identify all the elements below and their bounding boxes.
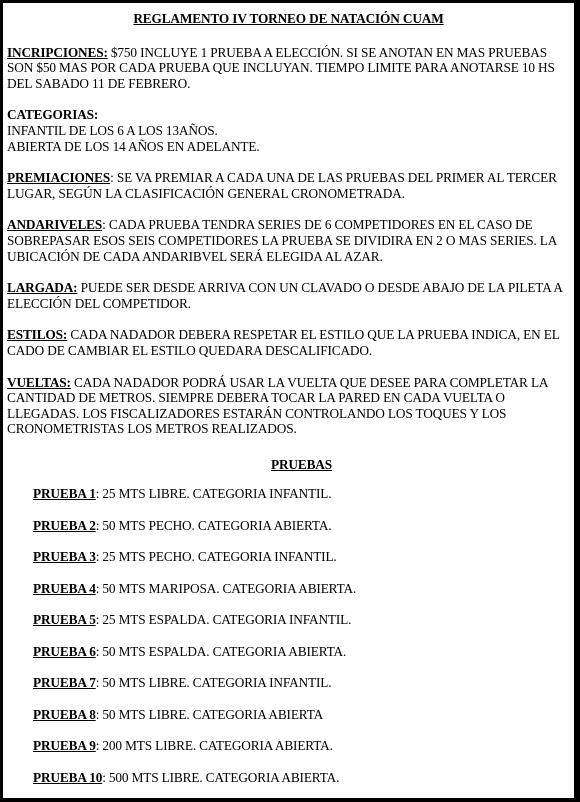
document-page — [3, 3, 574, 798]
categoria-line: INFANTIL DE LOS 6 A LOS 13AÑOS. — [7, 122, 218, 138]
prueba-text: : 25 MTS PECHO. CATEGORIA INFANTIL. — [95, 549, 337, 565]
prueba-item — [7, 612, 570, 628]
prueba-item — [7, 549, 570, 565]
prueba-text: : 500 MTS LIBRE. CATEGORIA ABIERTA. — [102, 769, 340, 785]
prueba-item — [7, 581, 570, 597]
prueba-label: PRUEBA 4 — [33, 580, 96, 596]
section-largada — [7, 280, 570, 311]
prueba-text: : 50 MTS ESPALDA. CATEGORIA ABIERTA. — [95, 643, 347, 659]
pruebas-heading: PRUEBAS — [270, 456, 332, 472]
prueba-item — [7, 486, 570, 502]
section-text: PUEDE SER DESDE ARRIVA CON UN CLAVADO O DESDE ABAJO DE LA PILETA A ELECCIÓN DEL COMPETIDOR. — [7, 280, 563, 311]
prueba-text: : 50 MTS LIBRE. CATEGORIA INFANTIL. — [95, 675, 332, 691]
prueba-text: : 25 MTS ESPALDA. CATEGORIA INFANTIL. — [95, 612, 352, 628]
section-text: CADA NADADOR DEBERA RESPETAR EL ESTILO QUE LA PRUEBA INDICA, EN EL CADO DE CAMBIAR EL ESTILO QUEDARA DESCALIFICADO. — [7, 327, 560, 358]
prueba-label: PRUEBA 8 — [33, 706, 96, 722]
categoria-line: ABIERTA DE LOS 14 AÑOS EN ADELANTE. — [7, 138, 260, 154]
prueba-item — [7, 770, 570, 786]
section-estilos — [7, 327, 570, 358]
section-inscripciones — [7, 45, 570, 92]
section-text: : CADA PRUEBA TENDRA SERIES DE 6 COMPETIDORES EN EL CASO DE SOBREPASAR ESOS SEIS COMPETIDORES LA PRUEBA SE DIVIDIRA EN 2 O MAS SERIES. LA UBICACIÓN DE CADA ANDARIBVEL SERÁ ELEGIDA AL AZAR. — [7, 217, 557, 264]
prueba-text: : 50 MTS MARIPOSA. CATEGORIA ABIERTA. — [95, 580, 357, 596]
section-label: INCRIPCIONES: — [7, 44, 108, 60]
prueba-item — [7, 707, 570, 723]
section-text: CADA NADADOR PODRÁ USAR LA VUELTA QUE DESEE PARA COMPLETAR LA CANTIDAD DE METROS. SIEMPRE DEBERA TOCAR LA PARED EN CADA VUELTA O LLEGADAS. LOS FISCALIZADORES ESTARÁN CONTROLANDO LOS TOQUES Y LOS CRONOMETRISTAS LOS METROS REALIZADOS. — [7, 374, 548, 437]
prueba-label: PRUEBA 2 — [33, 517, 96, 533]
section-text: $750 INCLUYE 1 PRUEBA A ELECCIÓN. SI SE ANOTAN EN MAS PRUEBAS SON $50 MAS POR CADA PRUEBA QUE INCLUYAN. TIEMPO LIMITE PARA ANOTARSE 10 HS DEL SABADO 11 DE FEBRERO. — [7, 44, 555, 91]
prueba-text: : 50 MTS LIBRE. CATEGORIA ABIERTA — [95, 706, 324, 722]
prueba-label: PRUEBA 3 — [33, 549, 96, 565]
prueba-item — [7, 644, 570, 660]
section-andariveles — [7, 217, 570, 264]
prueba-item — [7, 738, 570, 754]
prueba-label: PRUEBA 5 — [33, 612, 96, 628]
section-label: ESTILOS: — [7, 327, 68, 343]
prueba-label: PRUEBA 10 — [33, 769, 103, 785]
prueba-label: PRUEBA 7 — [33, 675, 96, 691]
prueba-label: PRUEBA 6 — [33, 643, 96, 659]
prueba-text: : 50 MTS PECHO. CATEGORIA ABIERTA. — [95, 517, 332, 533]
prueba-text: : 25 MTS LIBRE. CATEGORIA INFANTIL. — [95, 486, 332, 502]
section-premiaciones — [7, 170, 570, 201]
section-label: PREMIACIONES — [7, 170, 111, 186]
section-label: ANDARIVELES — [7, 217, 103, 233]
section-label: CATEGORIAS: — [7, 107, 99, 123]
section-text: : SE VA PREMIAR A CADA UNA DE LAS PRUEBAS DEL PRIMER AL TERCER LUGAR, SEGÚN LA CLASIFICACIÓN GENERAL CRONOMETRADA. — [7, 170, 557, 201]
prueba-item — [7, 675, 570, 691]
section-label: LARGADA: — [7, 280, 78, 296]
prueba-label: PRUEBA 9 — [33, 738, 96, 754]
section-label: VUELTAS: — [7, 374, 71, 390]
prueba-item — [7, 518, 570, 534]
section-categorias — [7, 107, 570, 154]
document-title: REGLAMENTO IV TORNEO DE NATACIÓN CUAM — [133, 11, 444, 26]
section-vueltas — [7, 375, 570, 437]
prueba-text: : 200 MTS LIBRE. CATEGORIA ABIERTA. — [95, 738, 333, 754]
prueba-label: PRUEBA 1 — [33, 486, 96, 502]
